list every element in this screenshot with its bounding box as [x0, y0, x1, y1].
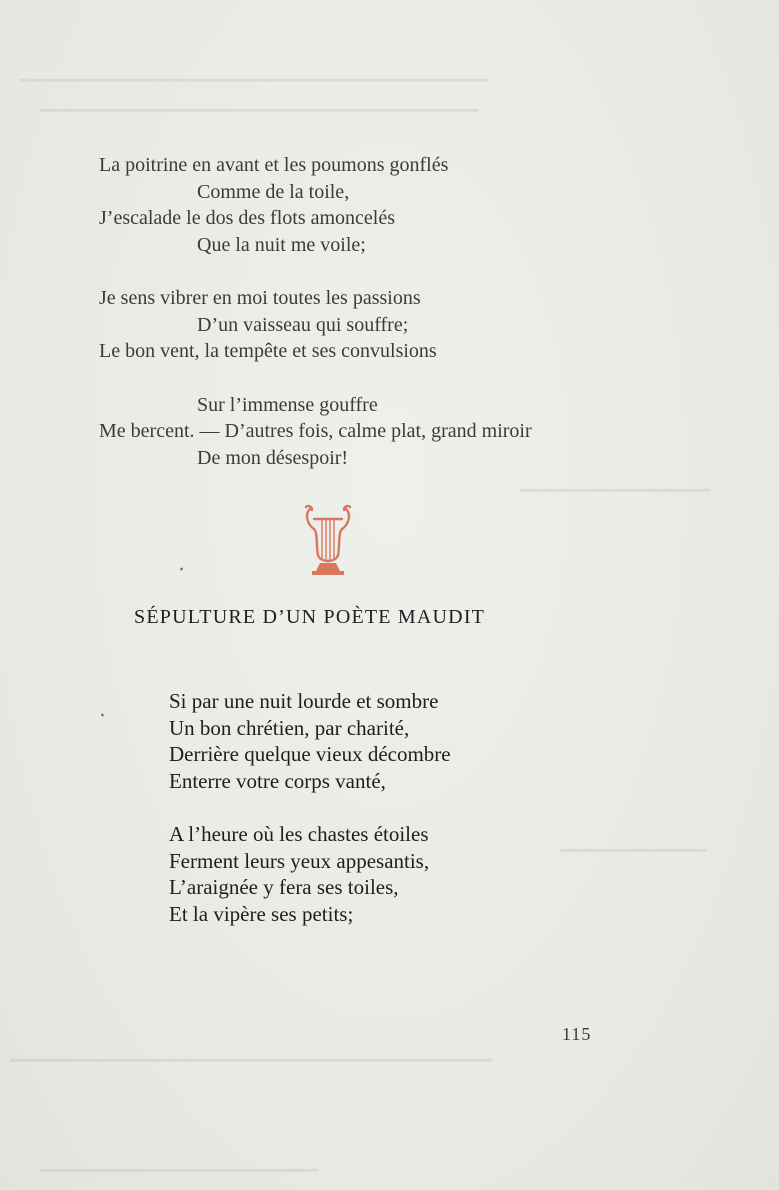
bleed-through-texture: ▁▁▁▁▁▁▁▁▁▁▁▁▁▁▁▁▁▁▁▁▁▁▁▁▁▁▁▁▁▁	[40, 91, 479, 112]
verse-line: Un bon chrétien, par charité,	[169, 715, 410, 740]
bleed-through-texture: ▁▁▁▁▁▁▁▁▁▁	[560, 831, 707, 852]
stanza-gap	[99, 365, 532, 392]
bleed-through-texture: ▁▁▁▁▁▁▁▁▁▁▁▁▁▁▁▁▁▁▁▁▁▁▁▁▁▁▁▁▁▁▁▁▁	[10, 1041, 493, 1062]
verse-line: Derrière quelque vieux décombre	[169, 742, 451, 766]
verse-line: A l’heure où les chastes étoiles	[169, 822, 429, 846]
paper-speck	[180, 567, 183, 571]
verse-line: Je sens vibrer en moi toutes les passions	[99, 287, 421, 309]
stanza-gap	[99, 258, 532, 285]
verse-line: Comme de la toile,	[197, 180, 350, 203]
verse-line: Et la vipère ses petits;	[169, 901, 354, 926]
bleed-through-texture: ▁▁▁▁▁▁▁▁▁▁▁▁▁▁▁▁▁▁▁	[40, 1151, 318, 1172]
verse-line: Sur l’immense gouffre	[197, 393, 378, 416]
verse-line: De mon désespoir!	[197, 446, 349, 469]
verse-line: Ferment leurs yeux appesantis,	[169, 848, 430, 873]
verse-line: J’escalade le dos des flots amoncelés	[99, 207, 396, 229]
verse-line: D’un vaisseau qui souffre;	[197, 313, 409, 336]
verse-line: L’araignée y fera ses toiles,	[169, 875, 399, 899]
verse-line: Me bercent. — D’autres fois, calme plat, grand miroir	[99, 420, 532, 442]
poem-continuation	[99, 152, 532, 471]
stanza-gap	[169, 794, 451, 821]
paper-speck	[101, 713, 104, 717]
verse-line: Que la nuit me voile;	[197, 233, 366, 256]
lyre-icon	[302, 503, 354, 577]
poem-title: SÉPULTURE D’UN POÈTE MAUDIT	[134, 606, 486, 628]
bleed-through-texture: ▁▁▁▁▁▁▁▁▁▁▁▁▁	[520, 471, 710, 492]
poem-sepulture	[169, 688, 451, 927]
bleed-through-texture: ▁▁▁▁▁▁▁▁▁▁▁▁▁▁▁▁▁▁▁▁▁▁▁▁▁▁▁▁▁▁▁▁	[20, 61, 488, 82]
verse-line: Si par une nuit lourde et sombre	[169, 689, 439, 713]
page-number: 115	[562, 1024, 592, 1044]
verse-line: Enterre votre corps vanté,	[169, 768, 386, 793]
verse-line: Le bon vent, la tempête et ses convulsions	[99, 340, 437, 362]
verse-line: La poitrine en avant et les poumons gonflés	[99, 154, 449, 176]
